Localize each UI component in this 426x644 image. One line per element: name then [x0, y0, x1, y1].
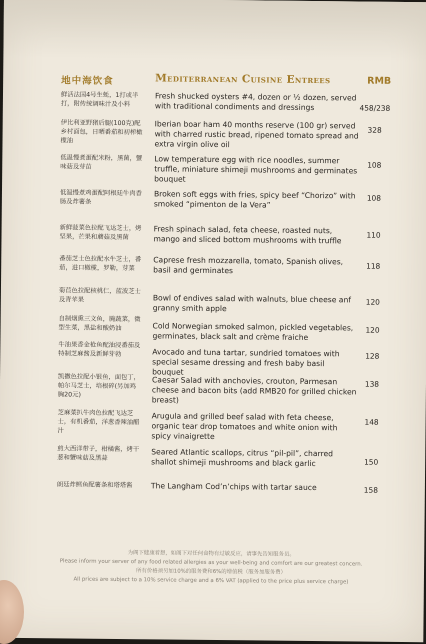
section-title-cn: 地中海饮食: [61, 75, 114, 87]
allergy-notice-en: Please inform your server of any food related allergies as your well-being and comfort are our greatest concern.: [59, 558, 363, 568]
item-price: 108: [367, 160, 382, 170]
menu-item: [2, 223, 426, 246]
item-name-en: Low temperature egg with rice noodles, summer truffle, miniature shimeji mushrooms and germinates bouquet: [154, 154, 358, 184]
item-name-en: Arugula and grilled beef salad with feta cheese, organic tear drop tomatoes and white onion with spicy vinaigrette: [151, 411, 338, 441]
item-name-cn: 牛油果香金枪鱼配油浸番茄及特制芝麻酱及新鲜芽勃: [58, 341, 141, 359]
item-name-cn: 低温慢煮鸡蛋配阿根廷牛肉香肠及炸薯条: [59, 189, 142, 206]
item-price: 328: [367, 125, 382, 135]
item-price: 118: [366, 261, 381, 271]
menu-header: [3, 68, 426, 92]
item-name-cn: 伊比利亚野猪后腿(100克)配乡村面包，日晒番茄和初榨橄榄油: [60, 119, 143, 145]
allergy-notice: [0, 548, 424, 588]
item-price: 138: [364, 379, 380, 389]
menu-item: [2, 153, 426, 184]
menu-item: [1, 286, 426, 314]
section-title-en: Mediterranean Cuisine Entrees: [155, 72, 331, 87]
item-name-cn: 番茄芝士色拉配水牛芝士，番茄，进口橄榄，罗勒，芽菜: [59, 255, 142, 273]
menu-item: [0, 444, 425, 469]
item-name-en: Caesar Salad with anchovies, crouton, Parmesan cheese and bacon bits (add RMB20 for grilled chicken breast): [151, 375, 357, 405]
service-charge-cn: 所有价格须另加10%的服务费和6%的增值税（服务加服务费）: [136, 568, 286, 576]
menu-item: [1, 314, 426, 342]
item-name-en: Bowl of endives salad with walnuts, blue cheese anf granny smith apple: [152, 293, 352, 314]
item-name-en: Seared Atlantic scallops, citrus “pil-pil”, charred shallot shimeji mushrooms and black garlic: [151, 447, 334, 469]
item-price: 158: [363, 485, 378, 495]
menu-item: [2, 188, 426, 210]
menu-item: [1, 254, 426, 276]
item-name-en: Broken soft eggs with fries, spicy beef “Chorizo” with smoked “pimenton de la Vera”: [153, 189, 356, 210]
item-price: 108: [366, 193, 382, 203]
item-price: 110: [366, 230, 381, 240]
service-charge-en: All prices are subject to a 10% service charge and a 6% VAT (applied to the price plus service charge): [73, 576, 349, 586]
item-price: 150: [364, 457, 379, 467]
item-name-en: Iberian boar ham 40 months reserve (100 gr) served with charred rustic bread, ripened tomato spread and extra virgin olive oil: [154, 119, 359, 150]
item-name-en: Cold Norwegian smoked salmon, pickled vegetables, germinates, black salt and crème fraiche: [152, 321, 354, 342]
item-price: 120: [365, 297, 380, 307]
item-name-cn: 低温慢煮蛋配米粉，黑菌，蟹味菇及芽苗: [60, 154, 143, 171]
item-price: 148: [364, 417, 379, 427]
item-price: 128: [365, 351, 380, 361]
menu-item: [0, 478, 425, 495]
item-price: 458/238: [359, 103, 391, 113]
item-name-en: The Langham Cod’n’chips with tartar sauce: [150, 481, 317, 493]
item-name-en: Caprese fresh mozzarella, tomato, Spanish olives, basil and germinates: [153, 255, 344, 276]
item-name-cn: 煎大西洋带子，柑橘酱，烤干葱和蟹味菇及黑蒜: [57, 445, 140, 462]
menu-item: [0, 408, 426, 441]
item-name-cn: 自制烟熏三文鱼，腌蔬菜，微型生菜，黑盐和酸奶油: [58, 315, 141, 333]
item-name-cn: 鲜活法国4号生蚝，1打或半打，附传统调味汁及小料: [60, 91, 139, 109]
allergy-notice-cn: 为阁下健康着想，如阁下对任何食物有过敏反应，请事先告知服务员。: [127, 550, 295, 558]
item-name-cn: 朗廷炸鳕鱼配薯条和塔塔酱: [56, 481, 133, 490]
currency-label: RMB: [367, 75, 392, 87]
item-name-cn: 新鲜菠菜色拉配飞达芝士，烤坚果，芒果和蘑菇及黑菌: [59, 224, 142, 242]
item-name-cn: 菊苣色拉配核桃仁，蓝波芝士及青苹果: [58, 287, 141, 304]
item-name-cn: 凯撒色拉配小银鱼，面包丁，帕尔马芝士，培根碎(另加鸡胸20元): [57, 373, 140, 399]
item-name-en: Fresh spinach salad, feta cheese, roasted nuts, mango and sliced bottom mushrooms with truffle: [153, 224, 342, 246]
menu-item: [3, 118, 426, 150]
item-name-en: Avocado and tuna tartar, sundried tomatoes with special sesame dressing and fresh baby basil bouquet: [152, 347, 340, 377]
item-name-cn: 芝麻菜扒牛肉色拉配飞达芝士，有机番茄，洋葱香辣油醋汁: [57, 409, 140, 435]
item-price: 120: [365, 325, 380, 335]
item-name-en: Fresh shucked oysters #4, dozen or ½ dozen, served with traditional condiments and dressings: [154, 91, 357, 113]
page-shadow: [3, 0, 426, 62]
